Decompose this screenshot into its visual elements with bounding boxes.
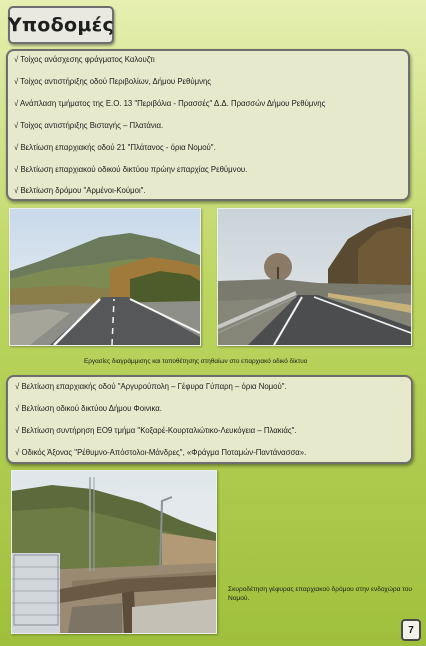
page-number: 7: [401, 619, 421, 641]
list-item: √ Βελτίωση επαρχιακού οδικού δικτύου πρώην επαρχίας Ρεθύμνου.: [14, 164, 248, 174]
projects-list-box-2: [6, 375, 413, 464]
bridge-construction-image: [12, 471, 216, 633]
list-item: √ Τοίχος αντιστήριξης οδού Περιβολίων, Δήμου Ρεθύμνης: [14, 76, 212, 86]
road-photo-right: [217, 208, 412, 346]
bridge-caption: Σκυροδέτηση γέφυρας επαρχιακού δρόμου στην ενδοχώρα του Νομού.: [228, 586, 413, 602]
list-item: √ Βελτίωση οδικού δικτύου Δήμου Φοινικα.: [15, 403, 162, 413]
list-item: √ Τοίχος ανάσχεσης φράγματος Καλουζτι: [14, 54, 155, 64]
projects-list-box-1: [6, 49, 410, 201]
list-item: √ Βελτίωση συντήρηση ΕΟ9 τμήμα "Κοξαρέ-Κουρταλιώτικο-Λευκόγεια – Πλακιάς".: [15, 425, 297, 435]
road-mountain-image: [10, 209, 200, 345]
road-photo-left: [9, 208, 201, 346]
list-item: √ Βελτίωση επαρχιακής οδού 21 "Πλάτανος - όρια Νομού".: [14, 142, 216, 152]
bridge-photo: [11, 470, 217, 634]
list-item: √ Ανάπλαση τμήματος της Ε.Ο. 13 "Περιβόλια - Πρασσές" Δ.Δ. Πρασσών Δήμου Ρεθύμνης: [14, 98, 326, 108]
list-item: √ Οδικός Άξονας "Ρέθυμνο-Απόστολοι-Μάνδρες", «Φράγμα Ποταμών-Παντάνασσα».: [15, 447, 307, 457]
section-title-box: [8, 6, 114, 44]
list-item: √ Βελτίωση δρόμου "Αρμένοι-Κούμοι".: [14, 185, 146, 195]
list-item: √ Βελτίωση επαρχιακής οδού "Αργυρούπολη – Γέφυρα Γύπαρη – όρια Νομού".: [15, 381, 287, 391]
page-title: Υποδομές: [7, 14, 115, 36]
roads-caption: Εργασίες διαγράμμισης και τοποθέτησης στηθαίων στο επαρχιακό οδικό δίκτυο: [84, 358, 308, 365]
list-item: √ Τοίχος αντιστήριξης Βισταγής – Πλατάνια.: [14, 120, 164, 130]
road-guardrail-image: [218, 209, 411, 345]
